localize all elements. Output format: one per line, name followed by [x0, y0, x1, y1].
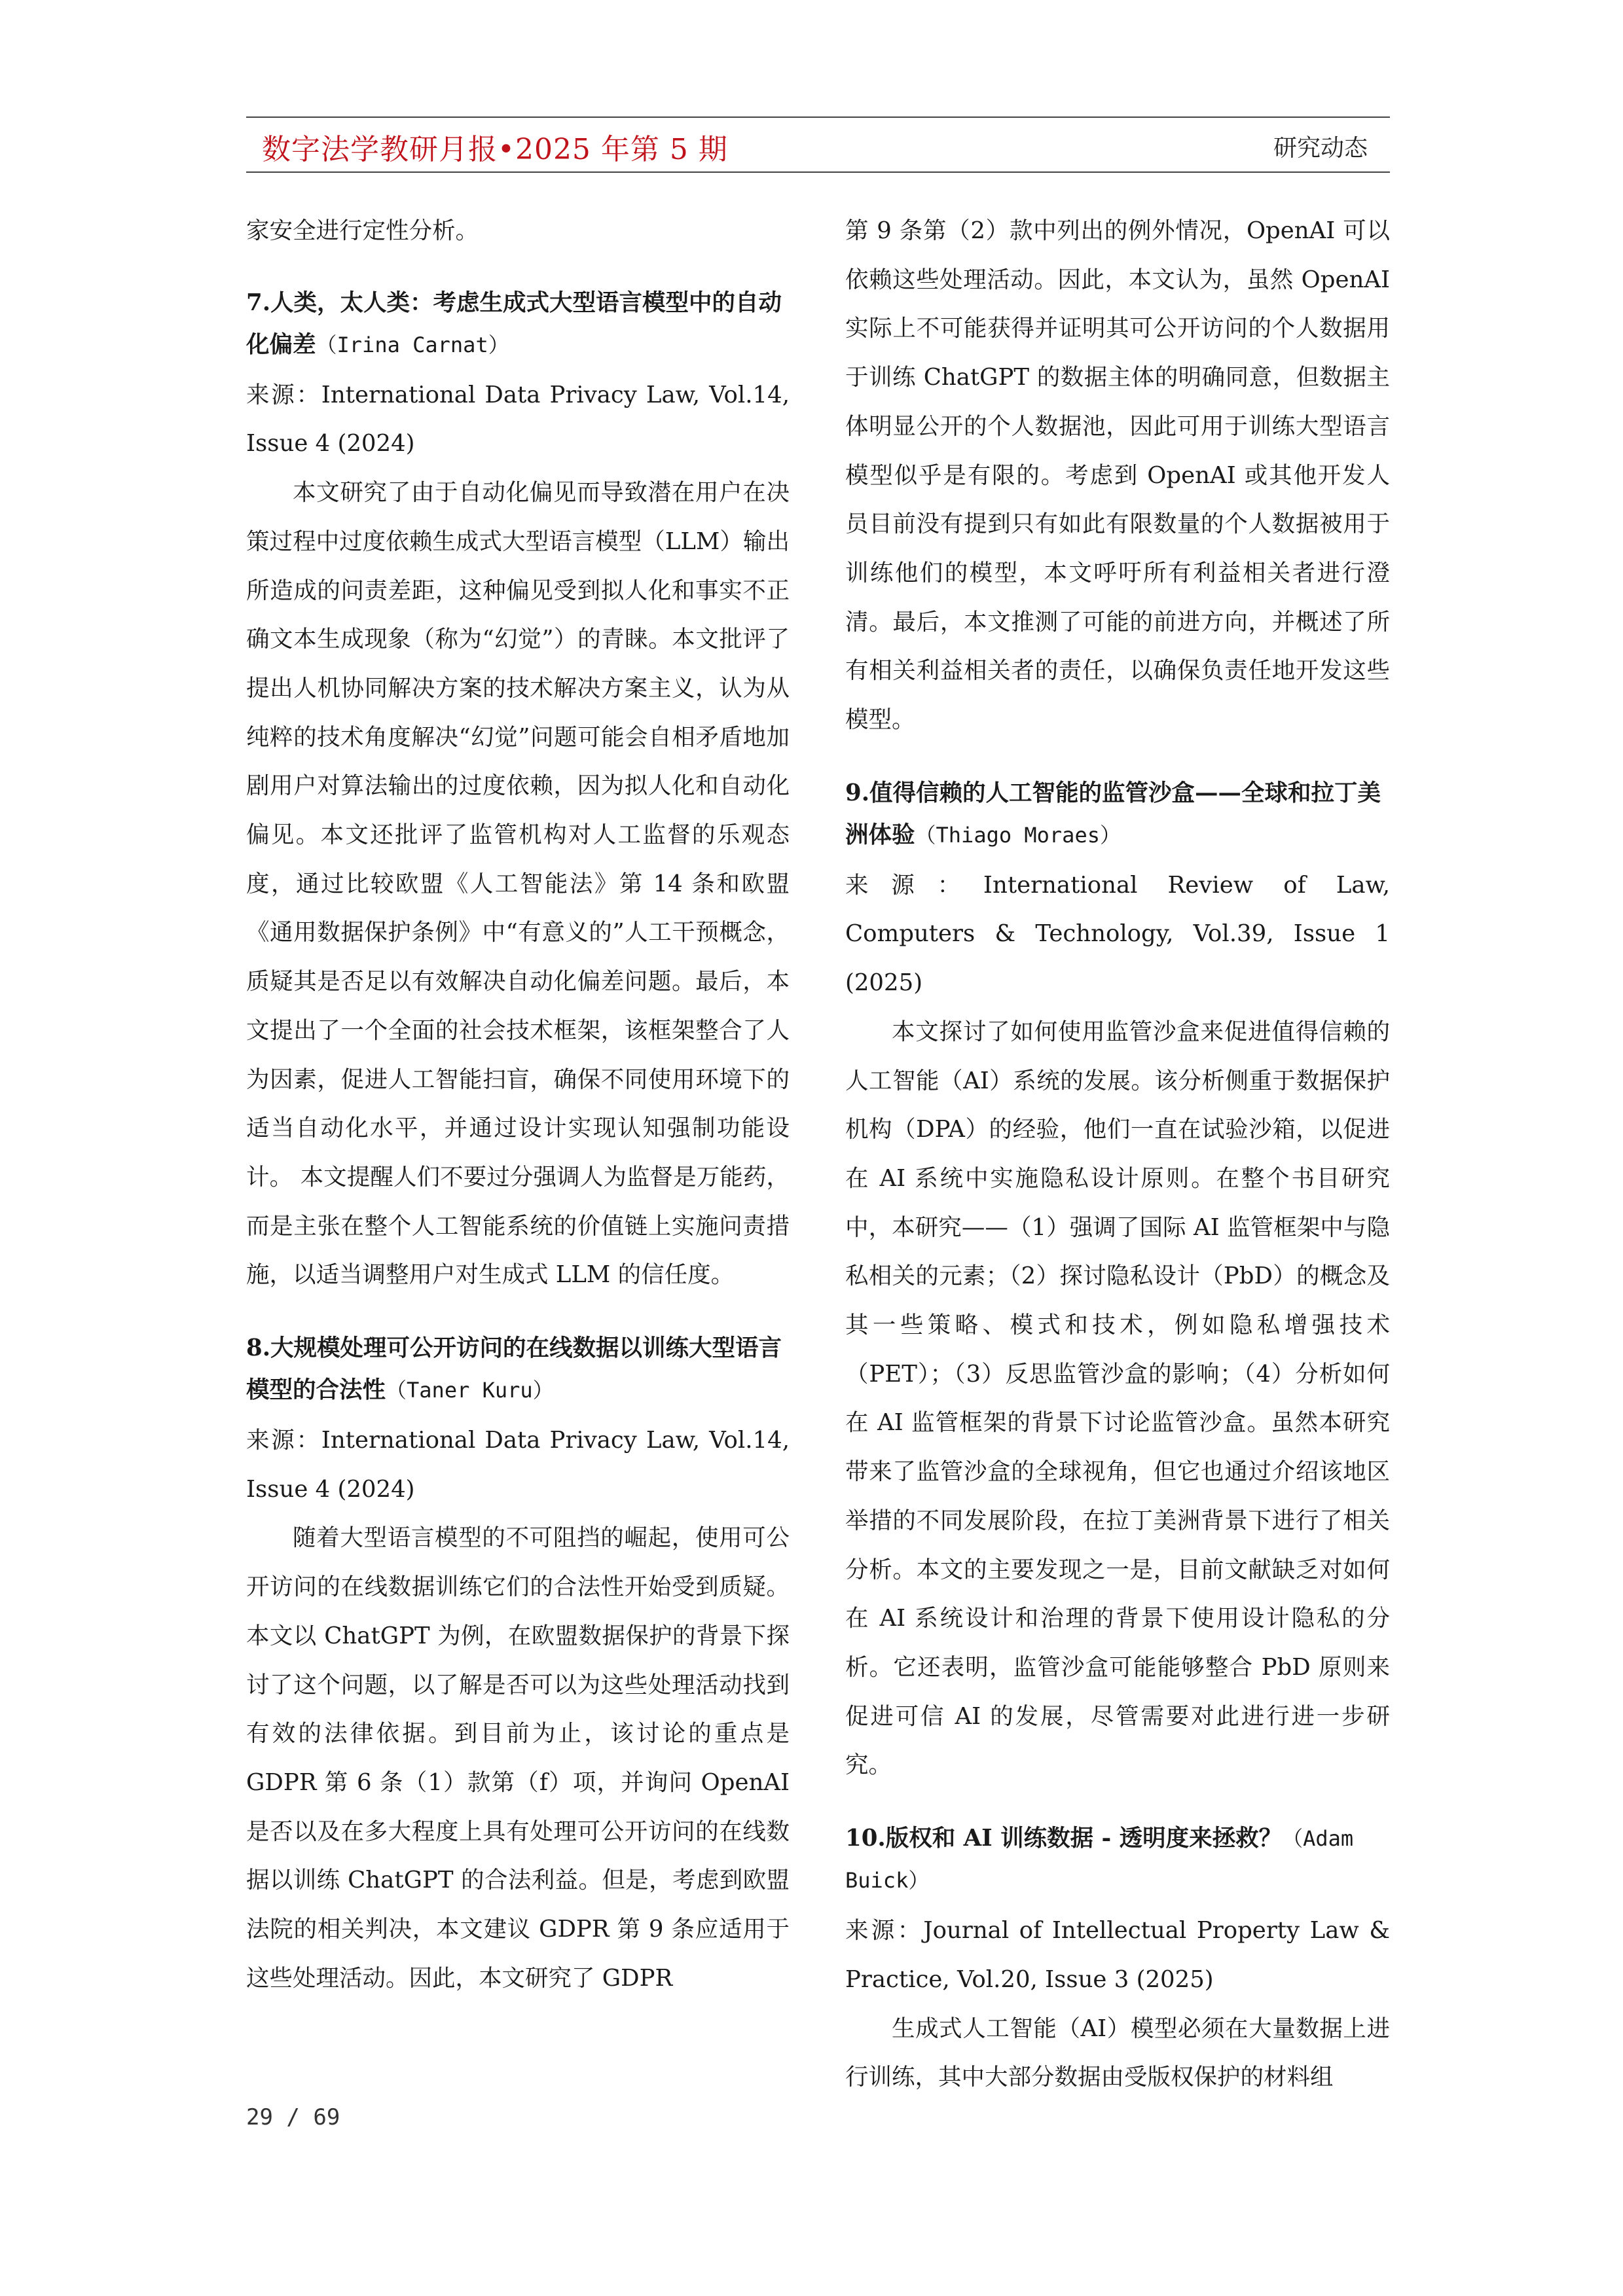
- article-abstract: 本文研究了由于自动化偏见而导致潜在用户在决策过程中过度依赖生成式大型语言模型（LLM）输出所造成的问责差距，这种偏见受到拟人化和事实不正确文本生成现象（称为“幻觉”）的青睐。本文批评了提出人机协同解决方案的技术解决方案主义，认为从纯粹的技术角度解决“幻觉”问题可能会自相矛盾地加剧用户对算法输出的过度依赖，因为拟人化和自动化偏见。本文还批评了监管机构对人工监督的乐观态度，通过比较欧盟《人工智能法》第 14 条和欧盟《通用数据保护条例》中“有意义的”人工干预概念，质疑其是否足以有效解决自动化偏差问题。最后，本文提出了一个全面的社会技术框架，该框架整合了人为因素，促进人工智能扫盲，确保不同使用环境下的适当自动化水平，并通过设计实现认知强制功能设计。 本文提醒人们不要过分强调人为监督是万能药，而是主张在整个人工智能系统的价值链上实施问责措施，以适当调整用户对生成式 LLM 的信任度。: [246, 479, 790, 1289]
- article-author: （Adam Buick）: [845, 1826, 1354, 1893]
- header-bottom-rule: [246, 171, 1390, 173]
- article-title-text: 9.值得信赖的人工智能的监管沙盒——全球和拉丁美洲体验: [845, 779, 1381, 848]
- article-8: [246, 1327, 790, 2003]
- article-title-text: 8.大规模处理可公开访问的在线数据以训练大型语言模型的合法性: [246, 1335, 782, 1404]
- article-author: （Taner Kuru）: [386, 1378, 554, 1403]
- header-top-rule: [246, 117, 1390, 118]
- article-7: [246, 282, 790, 1300]
- continued-text: 第 9 条第（2）款中列出的例外情况，OpenAI 可以依赖这些处理活动。因此，本文认为，虽然 OpenAI 实际上不可能获得并证明其可公开访问的个人数据用于训练 ChatGPT 的数据主体的明确同意，但数据主体明显公开的个人数据池，因此可用于训练大型语言模型似乎是有限的。考虑到 OpenAI 或其他开发人员目前没有提到只有如此有限数量的个人数据被用于训练他们的模型，本文呼吁所有利益相关者进行澄清。最后，本文推测了可能的前进方向，并概述了所有相关利益相关者的责任，以确保负责任地开发这些模型。: [845, 217, 1390, 734]
- article-abstract: 生成式人工智能（AI）模型必须在大量数据上进行训练，其中大部分数据由受版权保护的材料组: [845, 2015, 1390, 2091]
- right-column: [845, 207, 1390, 2102]
- article-source: 来源：International Review of Law, Computers & Technology, Vol.39, Issue 1 (2025): [845, 871, 1390, 997]
- article-abstract: 随着大型语言模型的不可阻挡的崛起，使用可公开访问的在线数据训练它们的合法性开始受到质疑。本文以 ChatGPT 为例，在欧盟数据保护的背景下探讨了这个问题，以了解是否可以为这些处理活动找到有效的法律依据。到目前为止，该讨论的重点是 GDPR 第 6 条（1）款第（f）项，并询问 OpenAI 是否以及在多大程度上具有处理可公开访问的在线数据以训练 ChatGPT 的合法利益。但是，考虑到欧盟法院的相关判决，本文建议 GDPR 第 9 条应适用于这些处理活动。因此，本文研究了 GDPR: [246, 1524, 790, 1992]
- article-title: [845, 1818, 1390, 1901]
- article-author: （Thiago Moraes）: [915, 822, 1121, 848]
- article-title: [246, 1327, 790, 1411]
- article-title: [845, 772, 1390, 856]
- article-author: （Irina Carnat）: [316, 332, 509, 357]
- article-title-text: 7.人类，太人类：考虑生成式大型语言模型中的自动化偏差: [246, 289, 782, 358]
- page-header: [246, 117, 1390, 173]
- article-title: [246, 282, 790, 366]
- article-abstract: 本文探讨了如何使用监管沙盒来促进值得信赖的人工智能（AI）系统的发展。该分析侧重于数据保护机构（DPA）的经验，他们一直在试验沙箱，以促进在 AI 系统中实施隐私设计原则。在整个书目研究中，本研究——（1）强调了国际 AI 监管框架中与隐私相关的元素；（2）探讨隐私设计（PbD）的概念及其一些策略、模式和技术，例如隐私增强技术（PET）；（3）反思监管沙盒的影响；（4）分析如何在 AI 监管框架的背景下讨论监管沙盒。虽然本研究带来了监管沙盒的全球视角，但它也通过介绍该地区举措的不同发展阶段，在拉丁美洲背景下进行了相关分析。本文的主要发现之一是，目前文献缺乏对如何在 AI 系统设计和治理的背景下使用设计隐私的分析。它还表明，监管沙盒可能能够整合 PbD 原则来促进可信 AI 的发展，尽管需要对此进行进一步研究。: [845, 1018, 1390, 1779]
- journal-title: 数字法学教研月报•2025 年第 5 期: [262, 133, 728, 166]
- article-9: [845, 772, 1390, 1790]
- article-10: [845, 1818, 1390, 2102]
- article-source: 来源：International Data Privacy Law, Vol.14, Issue 4 (2024): [246, 381, 790, 457]
- left-column: [246, 207, 790, 2003]
- article-source: 来源：Journal of Intellectual Property Law & Practice, Vol.20, Issue 3 (2025): [845, 1917, 1390, 1993]
- article-title-text: 10.版权和 AI 训练数据 - 透明度来拯救？: [845, 1825, 1283, 1852]
- article-source: 来源：International Data Privacy Law, Vol.14, Issue 4 (2024): [246, 1427, 790, 1503]
- section-label: 研究动态: [1273, 135, 1368, 162]
- page-number: 29 / 69: [246, 2104, 340, 2130]
- continued-text: 家安全进行定性分析。: [246, 217, 479, 244]
